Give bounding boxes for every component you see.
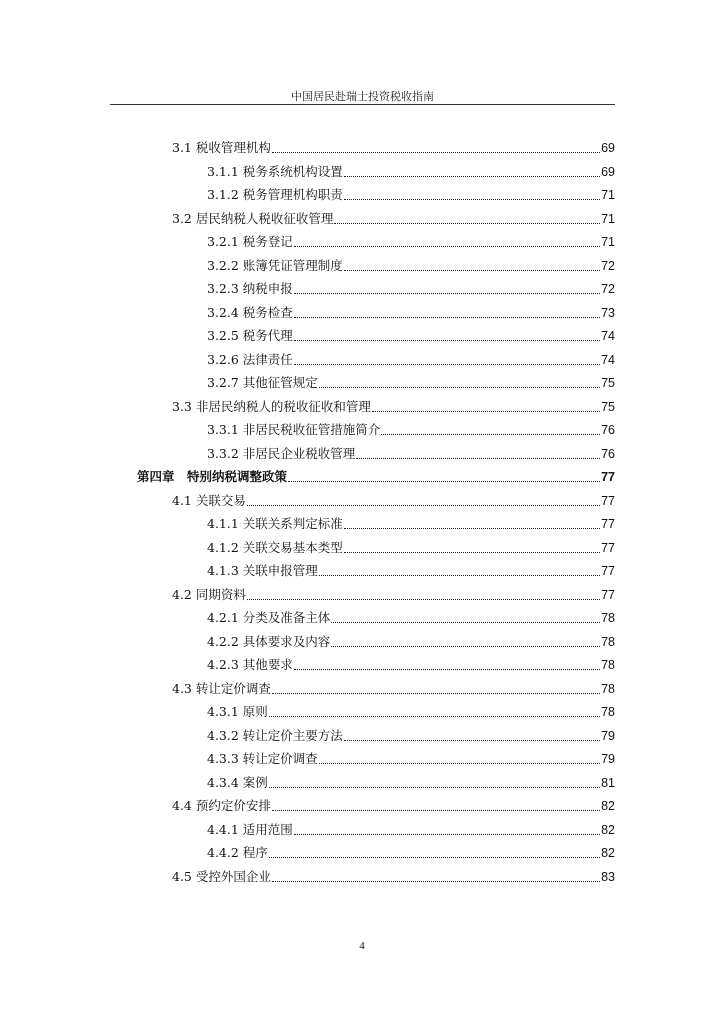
toc-entry-page: 82: [601, 799, 615, 813]
toc-entry-page: 78: [601, 658, 615, 672]
toc-entry[interactable]: [207, 303, 615, 323]
toc-entry-label: 4.4 预约定价安排: [172, 798, 271, 813]
toc-entry-label: 4.2.2 具体要求及内容: [207, 633, 331, 649]
toc-entry-page: 77: [601, 470, 615, 484]
toc-entry-label: 4.3.4 案例: [207, 774, 268, 790]
dot-leader: [381, 434, 600, 435]
toc-entry-page: 78: [601, 705, 615, 719]
dot-leader: [319, 763, 600, 764]
toc-entry[interactable]: [207, 749, 615, 769]
toc-entry[interactable]: [207, 326, 615, 346]
toc-entry[interactable]: [172, 679, 615, 699]
toc-entry[interactable]: [172, 585, 615, 605]
dot-leader: [247, 599, 600, 600]
toc-entry[interactable]: [172, 209, 615, 229]
dot-leader: [294, 340, 600, 341]
dot-leader: [294, 669, 600, 670]
toc-entry-page: 71: [601, 235, 615, 249]
toc-entry-page: 69: [601, 141, 615, 155]
toc-entry-page: 83: [601, 869, 615, 884]
dot-leader: [272, 152, 600, 153]
toc-entry[interactable]: [207, 702, 615, 722]
toc-entry[interactable]: [172, 867, 615, 887]
toc-entry-label: 3.1 税收管理机构: [172, 140, 271, 155]
dot-leader: [356, 458, 600, 459]
toc-entry-page: 74: [601, 352, 615, 367]
dot-leader: [272, 810, 600, 811]
toc-entry-page: 77: [601, 517, 615, 531]
toc-entry[interactable]: [207, 632, 615, 652]
toc-entry-label: 4.2.3 其他要求: [207, 657, 293, 672]
toc-entry-page: 76: [601, 446, 615, 461]
toc-entry-page: 78: [601, 681, 615, 696]
toc-entry-label: 4.3.2 转让定价主要方法: [207, 727, 343, 743]
dot-leader: [319, 387, 600, 388]
toc-entry-page: 77: [601, 540, 615, 555]
toc-entry-page: 79: [601, 752, 615, 766]
toc-entry-label: 3.3.2 非居民企业税收管理: [207, 445, 356, 461]
toc-entry-page: 81: [601, 775, 615, 790]
toc-entry-label: 3.2 居民纳税人税收征收管理: [172, 210, 334, 226]
dot-leader: [247, 505, 600, 506]
dot-leader: [288, 481, 600, 482]
toc-entry-page: 79: [601, 728, 615, 743]
dot-leader: [334, 223, 600, 224]
toc-entry[interactable]: [137, 467, 615, 487]
toc-entry-page: 72: [601, 258, 615, 273]
toc-entry[interactable]: [207, 444, 615, 464]
toc-entry[interactable]: [207, 726, 615, 746]
toc-entry[interactable]: [207, 773, 615, 793]
running-header: 中国居民赴瑞士投资税收指南: [291, 90, 434, 103]
toc-entry-label: 3.2.4 税务检查: [207, 304, 293, 320]
toc-entry[interactable]: [207, 232, 615, 252]
toc-entry[interactable]: [172, 138, 615, 158]
toc-entry[interactable]: [207, 279, 615, 299]
toc-entry-label: 4.4.2 程序: [207, 845, 268, 860]
toc-entry[interactable]: [207, 538, 615, 558]
toc-entry-page: 73: [601, 305, 615, 320]
dot-leader: [294, 317, 600, 318]
toc-entry-page: 77: [601, 493, 615, 508]
toc-entry-label: 4.1.2 关联交易基本类型: [207, 539, 343, 555]
dot-leader: [344, 740, 600, 741]
toc-entry-page: 69: [601, 164, 615, 179]
toc-entry-page: 72: [601, 282, 615, 296]
toc-entry-page: 82: [601, 822, 615, 837]
toc-entry[interactable]: [207, 843, 615, 863]
toc-entry-label: 4.2.1 分类及准备主体: [207, 610, 331, 625]
toc-entry-label: 4.1.1 关联关系判定标准: [207, 516, 343, 531]
dot-leader: [269, 857, 600, 858]
dot-leader: [294, 246, 600, 247]
toc-entry-label: 4.4.1 适用范围: [207, 821, 293, 837]
dot-leader: [344, 199, 600, 200]
toc-entry[interactable]: [172, 796, 615, 816]
toc-entry[interactable]: [207, 514, 615, 534]
toc-entry-label: 3.3.1 非居民税收征管措施简介: [207, 422, 381, 437]
toc-entry-label: 4.5 受控外国企业: [172, 868, 271, 884]
toc-entry-label: 4.1.3 关联申报管理: [207, 563, 318, 578]
dot-leader: [331, 622, 600, 623]
toc-entry[interactable]: [207, 820, 615, 840]
toc-entry-page: 71: [601, 188, 615, 202]
toc-entry-page: 82: [601, 846, 615, 860]
toc-entry-label: 3.1.1 税务系统机构设置: [207, 163, 343, 179]
toc-entry-label: 3.2.6 法律责任: [207, 351, 293, 367]
dot-leader: [272, 881, 600, 882]
toc-entry-page: 77: [601, 587, 615, 602]
dot-leader: [344, 270, 600, 271]
toc-entry[interactable]: [172, 397, 615, 417]
toc-entry-label: 第四章 特别纳税调整政策: [137, 469, 288, 484]
toc-entry-label: 4.3.1 原则: [207, 704, 268, 719]
toc-entry-page: 75: [601, 376, 615, 390]
toc-entry-label: 3.2.7 其他征管规定: [207, 375, 318, 390]
toc-entry-page: 74: [601, 329, 615, 343]
toc-entry-label: 4.3 转让定价调查: [172, 680, 271, 696]
toc-entry-page: 76: [601, 423, 615, 437]
toc-entry[interactable]: [207, 608, 615, 628]
toc-entry[interactable]: [207, 185, 615, 205]
dot-leader: [344, 176, 600, 177]
toc-entry[interactable]: [207, 256, 615, 276]
dot-leader: [344, 552, 600, 553]
toc-entry[interactable]: [207, 162, 615, 182]
toc-entry-label: 4.3.3 转让定价调查: [207, 751, 318, 766]
toc-entry[interactable]: [207, 420, 615, 440]
toc-entry-page: 78: [601, 611, 615, 625]
toc-entry-label: 4.1 关联交易: [172, 492, 246, 508]
dot-leader: [331, 646, 600, 647]
toc-entry[interactable]: [207, 655, 615, 675]
dot-leader: [269, 716, 600, 717]
toc-entry-label: 4.2 同期资料: [172, 586, 246, 602]
page-number: 4: [359, 940, 365, 952]
toc-entry-label: 3.1.2 税务管理机构职责: [207, 187, 343, 202]
dot-leader: [294, 364, 600, 365]
dot-leader: [269, 787, 600, 788]
dot-leader: [294, 293, 600, 294]
toc-entry-page: 77: [601, 564, 615, 578]
header-rule: [110, 104, 615, 105]
toc-entry-page: 71: [601, 211, 615, 226]
toc-entry[interactable]: [207, 561, 615, 581]
dot-leader: [294, 834, 600, 835]
dot-leader: [344, 528, 600, 529]
toc-entry-page: 75: [601, 399, 615, 414]
toc-entry[interactable]: [207, 373, 615, 393]
toc-entry[interactable]: [172, 491, 615, 511]
toc-entry-label: 3.2.2 账簿凭证管理制度: [207, 257, 343, 273]
toc-entry[interactable]: [207, 350, 615, 370]
toc-entry-label: 3.3 非居民纳税人的税收征收和管理: [172, 398, 371, 414]
toc-entry-page: 78: [601, 634, 615, 649]
dot-leader: [272, 693, 600, 694]
toc-entry-label: 3.2.3 纳税申报: [207, 281, 293, 296]
toc-entry-label: 3.2.5 税务代理: [207, 328, 293, 343]
dot-leader: [372, 411, 600, 412]
toc-entry-label: 3.2.1 税务登记: [207, 234, 293, 249]
dot-leader: [319, 575, 600, 576]
